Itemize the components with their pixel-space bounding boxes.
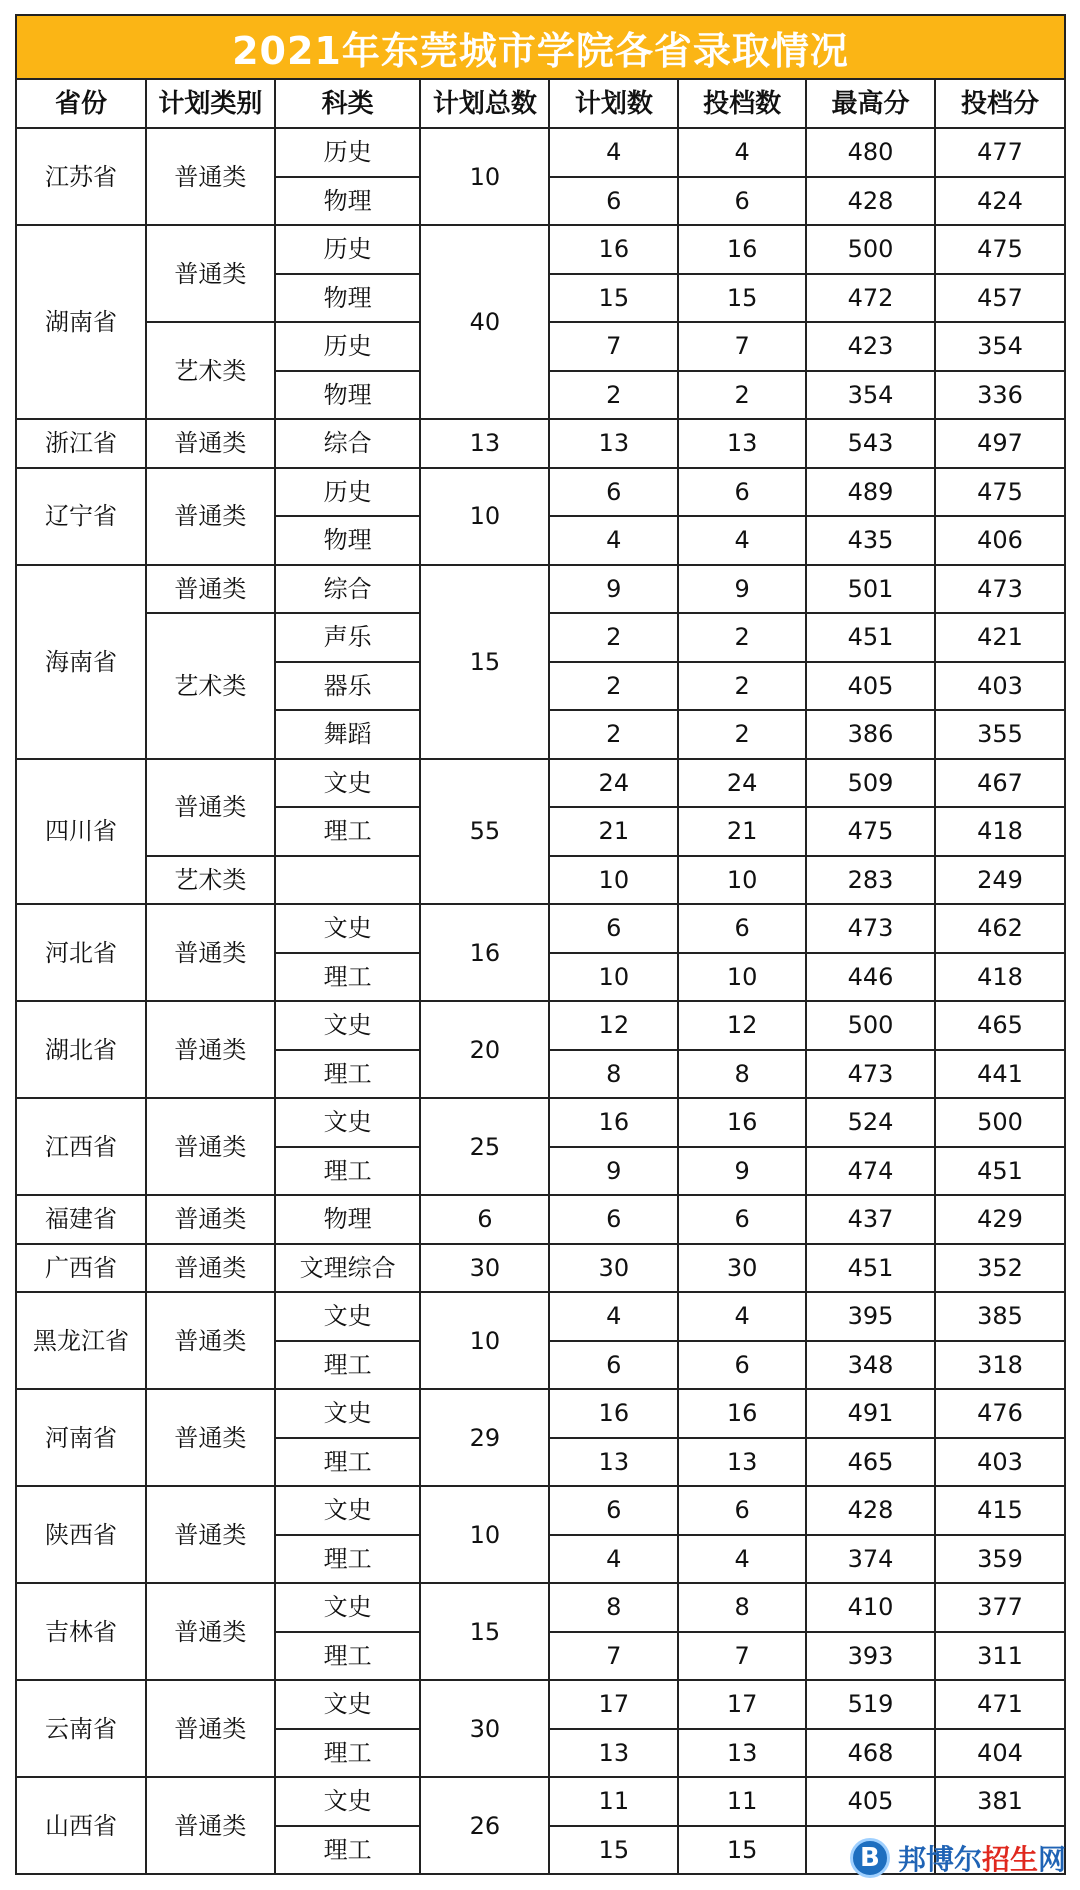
plan-total-cell: 55	[420, 759, 549, 905]
header-min-score: 投档分	[935, 79, 1065, 128]
subject-cell: 理工	[275, 1826, 421, 1875]
province-cell: 云南省	[16, 1680, 146, 1777]
plan-total-cell: 30	[420, 1680, 549, 1777]
max-score-cell: 446	[806, 953, 935, 1002]
max-score-cell: 374	[806, 1535, 935, 1584]
plan-cell: 6	[549, 1195, 678, 1244]
min-score-cell: 462	[935, 904, 1065, 953]
plan-cell: 30	[549, 1244, 678, 1293]
plan-total-cell: 10	[420, 128, 549, 225]
min-score-cell: 475	[935, 225, 1065, 274]
plan-total-cell: 25	[420, 1098, 549, 1195]
plan-cell: 17	[549, 1680, 678, 1729]
plan-cell: 4	[549, 128, 678, 177]
subject-cell: 理工	[275, 1535, 421, 1584]
min-score-cell: 457	[935, 274, 1065, 323]
subject-cell: 物理	[275, 177, 421, 226]
plan-total-cell: 10	[420, 1486, 549, 1583]
max-score-cell: 393	[806, 1632, 935, 1681]
max-score-cell: 451	[806, 613, 935, 662]
min-score-cell: 467	[935, 759, 1065, 808]
min-score-cell: 418	[935, 953, 1065, 1002]
max-score-cell: 524	[806, 1098, 935, 1147]
plan-cell: 2	[549, 613, 678, 662]
category-cell: 普通类	[146, 904, 275, 1001]
min-score-cell: 415	[935, 1486, 1065, 1535]
min-score-cell: 421	[935, 613, 1065, 662]
plan-cell: 15	[549, 1826, 678, 1875]
max-score-cell: 428	[806, 1486, 935, 1535]
province-cell: 海南省	[16, 565, 146, 759]
max-score-cell: 472	[806, 274, 935, 323]
subject-cell: 文理综合	[275, 1244, 421, 1293]
plan-cell: 4	[549, 516, 678, 565]
min-score-cell: 355	[935, 710, 1065, 759]
filed-cell: 9	[678, 1147, 806, 1196]
max-score-cell: 451	[806, 1244, 935, 1293]
subject-cell: 历史	[275, 225, 421, 274]
min-score-cell: 473	[935, 565, 1065, 614]
subject-cell: 理工	[275, 1341, 421, 1390]
admission-table	[15, 78, 1066, 1875]
plan-cell: 10	[549, 953, 678, 1002]
category-cell: 普通类	[146, 1583, 275, 1680]
category-cell: 普通类	[146, 1680, 275, 1777]
subject-cell: 理工	[275, 953, 421, 1002]
plan-cell: 2	[549, 662, 678, 711]
province-cell: 广西省	[16, 1244, 146, 1293]
filed-cell: 17	[678, 1680, 806, 1729]
subject-cell: 物理	[275, 274, 421, 323]
table-row	[16, 759, 1065, 808]
min-score-cell: 497	[935, 419, 1065, 468]
subject-cell: 理工	[275, 1147, 421, 1196]
subject-cell: 文史	[275, 1583, 421, 1632]
table-row	[16, 904, 1065, 953]
max-score-cell: 348	[806, 1341, 935, 1390]
subject-cell: 理工	[275, 1438, 421, 1487]
header-row	[16, 79, 1065, 128]
max-score-cell: 491	[806, 1389, 935, 1438]
category-cell: 普通类	[146, 759, 275, 856]
category-cell: 普通类	[146, 1098, 275, 1195]
brand-logo-icon: B	[850, 1838, 890, 1878]
max-score-cell: 437	[806, 1195, 935, 1244]
plan-cell: 8	[549, 1583, 678, 1632]
max-score-cell: 468	[806, 1729, 935, 1778]
max-score-cell: 465	[806, 1438, 935, 1487]
max-score-cell: 386	[806, 710, 935, 759]
plan-cell: 8	[549, 1050, 678, 1099]
subject-cell: 理工	[275, 1050, 421, 1099]
table-row	[16, 468, 1065, 517]
filed-cell: 6	[678, 1195, 806, 1244]
max-score-cell: 473	[806, 904, 935, 953]
province-cell: 河北省	[16, 904, 146, 1001]
plan-cell: 16	[549, 1098, 678, 1147]
max-score-cell: 509	[806, 759, 935, 808]
plan-cell: 16	[549, 225, 678, 274]
category-cell: 普通类	[146, 419, 275, 468]
table-body	[16, 128, 1065, 1874]
subject-cell: 文史	[275, 904, 421, 953]
min-score-cell: 377	[935, 1583, 1065, 1632]
plan-cell: 2	[549, 710, 678, 759]
filed-cell: 10	[678, 953, 806, 1002]
subject-cell: 历史	[275, 322, 421, 371]
filed-cell: 7	[678, 322, 806, 371]
subject-cell: 舞蹈	[275, 710, 421, 759]
province-cell: 河南省	[16, 1389, 146, 1486]
table-row	[16, 565, 1065, 614]
min-score-cell: 403	[935, 662, 1065, 711]
subject-cell: 声乐	[275, 613, 421, 662]
filed-cell: 8	[678, 1583, 806, 1632]
min-score-cell: 406	[935, 516, 1065, 565]
category-cell: 艺术类	[146, 856, 275, 905]
plan-cell: 4	[549, 1292, 678, 1341]
filed-cell: 16	[678, 1098, 806, 1147]
filed-cell: 16	[678, 225, 806, 274]
plan-total-cell: 40	[420, 225, 549, 419]
category-cell: 普通类	[146, 1486, 275, 1583]
min-score-cell: 403	[935, 1438, 1065, 1487]
category-cell: 普通类	[146, 1244, 275, 1293]
min-score-cell: 249	[935, 856, 1065, 905]
province-cell: 四川省	[16, 759, 146, 905]
min-score-cell: 418	[935, 807, 1065, 856]
table-row	[16, 1098, 1065, 1147]
subject-cell: 文史	[275, 759, 421, 808]
plan-total-cell: 10	[420, 1292, 549, 1389]
filed-cell: 2	[678, 613, 806, 662]
province-cell: 浙江省	[16, 419, 146, 468]
subject-cell: 物理	[275, 516, 421, 565]
table-row	[16, 1583, 1065, 1632]
min-score-cell: 318	[935, 1341, 1065, 1390]
filed-cell: 13	[678, 1729, 806, 1778]
header-category: 计划类别	[146, 79, 275, 128]
header-filed: 投档数	[678, 79, 806, 128]
min-score-cell: 336	[935, 371, 1065, 420]
plan-cell: 13	[549, 1729, 678, 1778]
min-score-cell: 429	[935, 1195, 1065, 1244]
filed-cell: 7	[678, 1632, 806, 1681]
province-cell: 黑龙江省	[16, 1292, 146, 1389]
plan-total-cell: 13	[420, 419, 549, 468]
plan-cell: 9	[549, 1147, 678, 1196]
category-cell: 普通类	[146, 225, 275, 322]
subject-cell: 文史	[275, 1292, 421, 1341]
min-score-cell: 354	[935, 322, 1065, 371]
subject-cell: 理工	[275, 1729, 421, 1778]
min-score-cell: 441	[935, 1050, 1065, 1099]
header-plan: 计划数	[549, 79, 678, 128]
province-cell: 辽宁省	[16, 468, 146, 565]
title-banner	[15, 14, 1066, 80]
plan-cell: 4	[549, 1535, 678, 1584]
table-row	[16, 128, 1065, 177]
min-score-cell: 451	[935, 1147, 1065, 1196]
subject-cell: 物理	[275, 371, 421, 420]
plan-cell: 6	[549, 1486, 678, 1535]
max-score-cell: 474	[806, 1147, 935, 1196]
plan-total-cell: 6	[420, 1195, 549, 1244]
subject-cell	[275, 856, 421, 905]
table-row	[16, 1001, 1065, 1050]
min-score-cell: 424	[935, 177, 1065, 226]
plan-total-cell: 30	[420, 1244, 549, 1293]
header-subject: 科类	[275, 79, 421, 128]
filed-cell: 8	[678, 1050, 806, 1099]
plan-cell: 7	[549, 322, 678, 371]
min-score-cell: 477	[935, 128, 1065, 177]
category-cell: 普通类	[146, 1001, 275, 1098]
max-score-cell: 500	[806, 1001, 935, 1050]
header-plan-total: 计划总数	[420, 79, 549, 128]
max-score-cell: 519	[806, 1680, 935, 1729]
subject-cell: 文史	[275, 1486, 421, 1535]
header-max-score: 最高分	[806, 79, 935, 128]
table-row	[16, 1292, 1065, 1341]
filed-cell: 12	[678, 1001, 806, 1050]
subject-cell: 文史	[275, 1680, 421, 1729]
category-cell: 艺术类	[146, 613, 275, 759]
plan-cell: 6	[549, 468, 678, 517]
brand-name: 邦博尔招生网	[897, 1843, 1066, 1876]
min-score-cell: 352	[935, 1244, 1065, 1293]
plan-cell: 13	[549, 419, 678, 468]
plan-total-cell: 26	[420, 1777, 549, 1874]
category-cell: 普通类	[146, 468, 275, 565]
plan-cell: 11	[549, 1777, 678, 1826]
province-cell: 陕西省	[16, 1486, 146, 1583]
category-cell: 普通类	[146, 1292, 275, 1389]
filed-cell: 4	[678, 516, 806, 565]
category-cell: 艺术类	[146, 322, 275, 419]
subject-cell: 文史	[275, 1098, 421, 1147]
filed-cell: 10	[678, 856, 806, 905]
max-score-cell: 543	[806, 419, 935, 468]
min-score-cell: 381	[935, 1777, 1065, 1826]
filed-cell: 15	[678, 1826, 806, 1875]
category-cell: 普通类	[146, 1195, 275, 1244]
table-row	[16, 419, 1065, 468]
plan-total-cell: 15	[420, 565, 549, 759]
province-cell: 江苏省	[16, 128, 146, 225]
table-row	[16, 1777, 1065, 1826]
header-province: 省份	[16, 79, 146, 128]
table-row	[16, 1486, 1065, 1535]
plan-cell: 6	[549, 1341, 678, 1390]
watermark	[850, 1838, 1066, 1878]
plan-cell: 7	[549, 1632, 678, 1681]
plan-total-cell: 15	[420, 1583, 549, 1680]
category-cell: 普通类	[146, 1389, 275, 1486]
plan-total-cell: 20	[420, 1001, 549, 1098]
province-cell: 福建省	[16, 1195, 146, 1244]
province-cell: 山西省	[16, 1777, 146, 1874]
max-score-cell: 423	[806, 322, 935, 371]
filed-cell: 2	[678, 371, 806, 420]
category-cell: 普通类	[146, 565, 275, 614]
subject-cell: 文史	[275, 1389, 421, 1438]
plan-cell: 21	[549, 807, 678, 856]
max-score-cell: 395	[806, 1292, 935, 1341]
province-cell: 湖南省	[16, 225, 146, 419]
table-row	[16, 1680, 1065, 1729]
min-score-cell: 465	[935, 1001, 1065, 1050]
province-cell: 吉林省	[16, 1583, 146, 1680]
filed-cell: 2	[678, 710, 806, 759]
max-score-cell: 435	[806, 516, 935, 565]
plan-cell: 13	[549, 1438, 678, 1487]
province-cell: 江西省	[16, 1098, 146, 1195]
max-score-cell: 501	[806, 565, 935, 614]
filed-cell: 9	[678, 565, 806, 614]
plan-cell: 24	[549, 759, 678, 808]
max-score-cell: 480	[806, 128, 935, 177]
max-score-cell: 410	[806, 1583, 935, 1632]
filed-cell: 4	[678, 1292, 806, 1341]
subject-cell: 历史	[275, 468, 421, 517]
filed-cell: 13	[678, 419, 806, 468]
max-score-cell: 475	[806, 807, 935, 856]
plan-total-cell: 16	[420, 904, 549, 1001]
min-score-cell: 471	[935, 1680, 1065, 1729]
table-row	[16, 1195, 1065, 1244]
filed-cell: 21	[678, 807, 806, 856]
filed-cell: 15	[678, 274, 806, 323]
subject-cell: 理工	[275, 807, 421, 856]
filed-cell: 11	[678, 1777, 806, 1826]
plan-cell: 10	[549, 856, 678, 905]
plan-cell: 6	[549, 904, 678, 953]
max-score-cell: 489	[806, 468, 935, 517]
max-score-cell: 354	[806, 371, 935, 420]
subject-cell: 综合	[275, 419, 421, 468]
page-title: 2021年东莞城市学院各省录取情况	[232, 28, 849, 73]
subject-cell: 器乐	[275, 662, 421, 711]
filed-cell: 4	[678, 1535, 806, 1584]
plan-total-cell: 29	[420, 1389, 549, 1486]
max-score-cell: 428	[806, 177, 935, 226]
filed-cell: 30	[678, 1244, 806, 1293]
subject-cell: 理工	[275, 1632, 421, 1681]
min-score-cell: 500	[935, 1098, 1065, 1147]
subject-cell: 文史	[275, 1001, 421, 1050]
subject-cell: 物理	[275, 1195, 421, 1244]
min-score-cell: 311	[935, 1632, 1065, 1681]
min-score-cell: 359	[935, 1535, 1065, 1584]
filed-cell: 13	[678, 1438, 806, 1487]
table-row	[16, 1389, 1065, 1438]
plan-cell: 12	[549, 1001, 678, 1050]
subject-cell: 历史	[275, 128, 421, 177]
subject-cell: 文史	[275, 1777, 421, 1826]
plan-cell: 2	[549, 371, 678, 420]
filed-cell: 6	[678, 177, 806, 226]
filed-cell: 6	[678, 468, 806, 517]
plan-cell: 16	[549, 1389, 678, 1438]
plan-cell: 15	[549, 274, 678, 323]
filed-cell: 4	[678, 128, 806, 177]
filed-cell: 6	[678, 1341, 806, 1390]
max-score-cell: 473	[806, 1050, 935, 1099]
min-score-cell: 475	[935, 468, 1065, 517]
min-score-cell: 476	[935, 1389, 1065, 1438]
table-row	[16, 225, 1065, 274]
table-row	[16, 1244, 1065, 1293]
max-score-cell: 500	[806, 225, 935, 274]
max-score-cell: 405	[806, 662, 935, 711]
filed-cell: 6	[678, 904, 806, 953]
min-score-cell: 385	[935, 1292, 1065, 1341]
category-cell: 普通类	[146, 128, 275, 225]
category-cell: 普通类	[146, 1777, 275, 1874]
filed-cell: 2	[678, 662, 806, 711]
plan-total-cell: 10	[420, 468, 549, 565]
filed-cell: 24	[678, 759, 806, 808]
plan-cell: 6	[549, 177, 678, 226]
filed-cell: 16	[678, 1389, 806, 1438]
filed-cell: 6	[678, 1486, 806, 1535]
province-cell: 湖北省	[16, 1001, 146, 1098]
subject-cell: 综合	[275, 565, 421, 614]
plan-cell: 9	[549, 565, 678, 614]
max-score-cell: 405	[806, 1777, 935, 1826]
min-score-cell: 404	[935, 1729, 1065, 1778]
max-score-cell: 283	[806, 856, 935, 905]
